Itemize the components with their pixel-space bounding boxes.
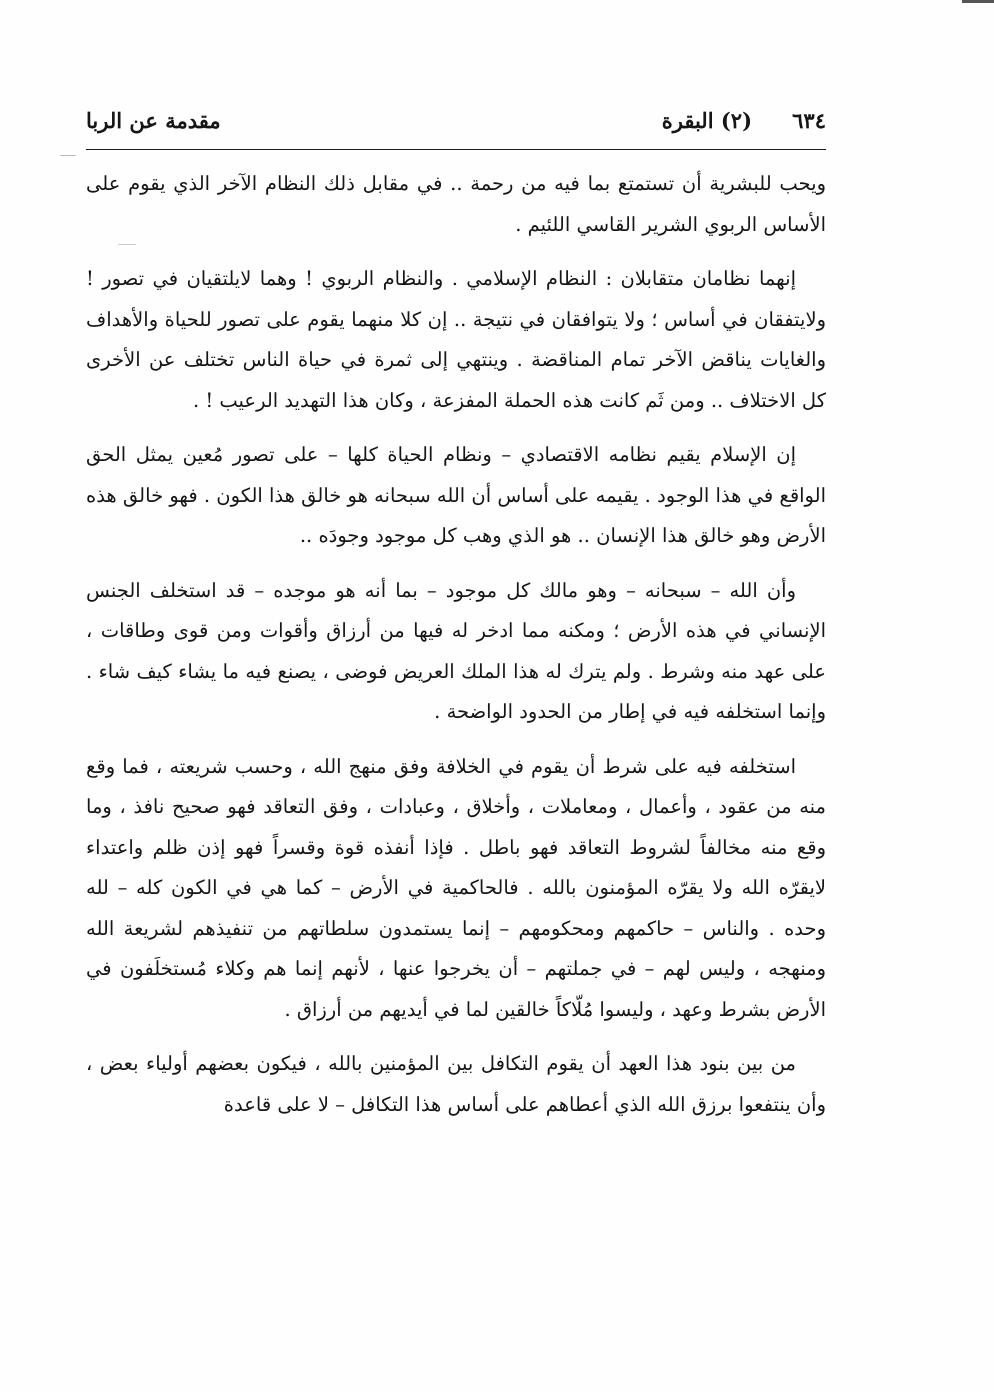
scan-mark [60,155,76,156]
page-header [86,108,826,144]
paragraph: من بين بنود هذا العهد أن يقوم التكافل بين المؤمنين بالله ، فيكون بعضهم أولياء بعض ، وأن ينتفعوا برزق الله الذي أعطاهم على أساس هذا التكافل – لا على قاعدة [86,1052,826,1116]
paragraph: استخلفه فيه على شرط أن يقوم في الخلافة وفق منهج الله ، وحسب شريعته ، فما وقع منه من عقود ، وأعمال ، ومعاملات ، وأخلاق ، وعبادات ، وفق التعاقد فهو صحيح نافذ ، وما وقع منه مخالفاً لشروط التعاقد فهو باطل . فإذا أنفذه قوة وقسراً فهو إذن ظلم واعتداء لايقرّه الله ولا يقرّه المؤمنون بالله . فالحاكمية في الأرض – كما هي في الكون كله – لله وحده . والناس – حاكمهم ومحكومهم – إنما يستمدون سلطاتهم من تنفيذهم لشريعة الله ومنهجه ، وليس لهم – في جملتهم – أن يخرجوا عنها ، لأنهم إنما هم وكلاء مُستخلَفون في الأرض بشرط وعهد ، وليسوا مُلّاكاً خالقين لما في أيديهم من أرزاق . [86,754,826,1021]
body-text [86,164,826,1139]
page-number: ٦٣٤ [792,108,826,133]
paragraph: وأن الله – سبحانه – وهو مالك كل موجود – بما أنه هو موجده – قد استخلف الجنس الإنساني في هذه الأرض ؛ ومكنه مما ادخر له فيها من أرزاق وأقوات ومن قوى وطاقات ، على عهد منه وشرط . ولم يترك له هذا الملك العريض فوضى ، يصنع فيه ما يشاء كيف شاء . وإنما استخلفه فيه في إطار من الحدود الواضحة . [86,578,826,723]
scan-mark [962,0,994,3]
section-title: مقدمة عن الربا [86,108,221,133]
paragraph: إن الإسلام يقيم نظامه الاقتصادي – ونظام الحياة كلها – على تصور مُعين يمثل الحق الواقع في هذا الوجود . يقيمه على أساس أن الله سبحانه هو خالق هذا الكون . فهو خالق هذه الأرض وهو خالق هذا الإنسان .. هو الذي وهب كل موجود وجودَه .. [85,443,826,547]
surah-title: (٢) البقرة [661,108,752,133]
header-divider [86,149,826,150]
paragraph: إنهما نظامان متقابلان : النظام الإسلامي . والنظام الربوي ! وهما لايلتقيان في تصور ! ولايتفقان في أساس ؛ ولا يتوافقان في نتيجة .. إن كلا منهما يقوم على تصور للحياة والأهداف والغايات يناقض الآخر تمام المناقضة . وينتهي إلى ثمرة في حياة الناس تختلف عن الأخرى كل الاختلاف .. ومن ثَم كانت هذه الحملة المفزعة ، وكان هذا التهديد الرعيب ! . [86,267,826,412]
paragraph: ويحب للبشرية أن تستمتع بما فيه من رحمة .. في مقابل ذلك النظام الآخر الذي يقوم على الأساس الربوي الشرير القاسي اللئيم . [86,172,826,236]
scan-mark [118,244,136,245]
